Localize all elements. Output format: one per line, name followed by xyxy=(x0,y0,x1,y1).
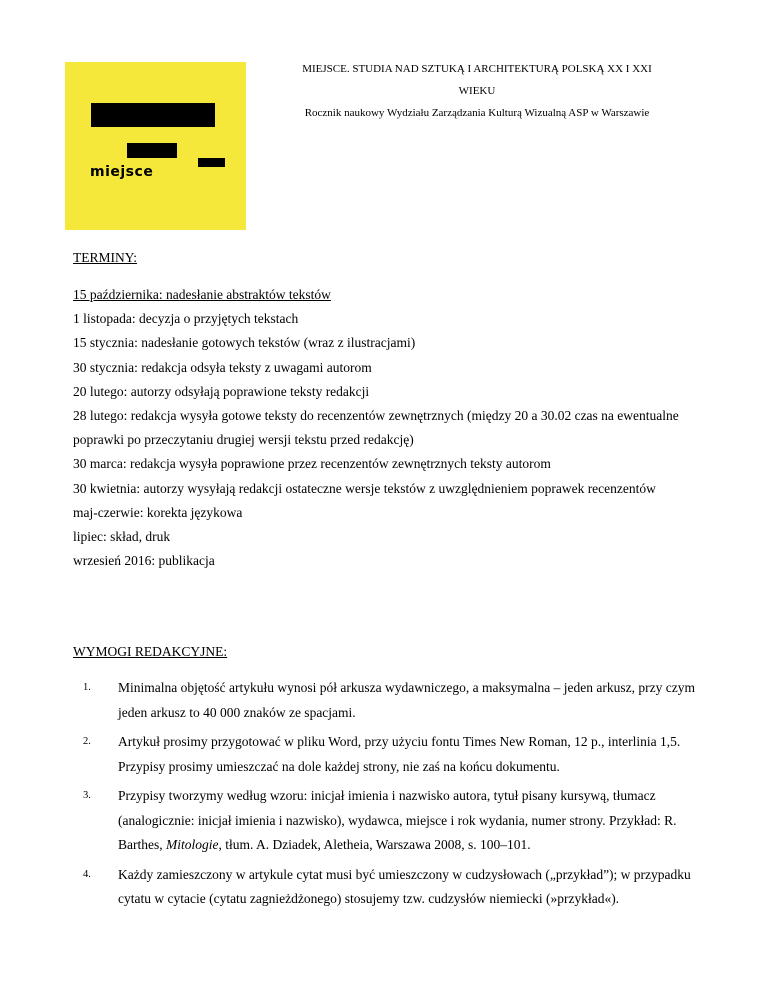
term-item: 30 marca: redakcja wysyła poprawione przez recenzentów zewnętrznych teksty autorom xyxy=(73,456,551,472)
requirement-number: 4. xyxy=(83,868,91,880)
requirement-text-part: Przypisy tworzymy według wzoru: inicjał imienia i nazwisko autora, tytuł pisany kursywą, tłumacz (analogicznie: inicjał imienia i nazwisko), wydawca, miejsce i rok wydania, numer strony. Przykład: R. Barthes, xyxy=(118,788,677,852)
journal-logo xyxy=(65,62,246,230)
requirement-text: Każdy zamieszczony w artykule cytat musi być umieszczony w cudzysłowach („przykład”); w przypadku cytatu w cytacie (cytatu zagnieżdżonego) stosujemy tzw. cudzysłów niemiecki (»przykład«). xyxy=(118,866,691,906)
requirement-item xyxy=(73,730,713,779)
logo-bar-medium xyxy=(127,143,177,158)
requirement-number: 3. xyxy=(83,790,91,801)
requirement-number: 2. xyxy=(83,736,91,747)
logo-wordmark: miejsce xyxy=(90,164,154,180)
requirement-item xyxy=(73,863,713,912)
requirements-list xyxy=(73,676,713,917)
header-subtitle: Rocznik naukowy Wydziału Zarządzania Kulturą Wizualną ASP w Warszawie xyxy=(304,107,650,119)
requirement-item xyxy=(73,784,713,858)
term-item: 20 lutego: autorzy odsyłają poprawione teksty redakcji xyxy=(73,383,370,399)
logo-bar-large xyxy=(91,103,215,127)
terms-list xyxy=(73,283,713,573)
term-item: maj-czerwie: korekta językowa xyxy=(73,504,243,520)
header-title-line2: WIEKU xyxy=(458,85,496,97)
requirement-text: Minimalna objętość artykułu wynosi pół arkusza wydawniczego, a maksymalna – jeden arkusz, przy czym jeden arkusz to 40 000 znaków ze spacjami. xyxy=(118,680,695,720)
term-item: wrzesień 2016: publikacja xyxy=(73,553,215,569)
term-item: 30 stycznia: redakcja odsyła teksty z uwagami autorom xyxy=(73,359,372,375)
requirement-item xyxy=(73,676,713,725)
journal-header xyxy=(262,58,692,124)
book-title: Mitologie xyxy=(166,837,219,852)
term-item: 1 listopada: decyzja o przyjętych tekstach xyxy=(73,311,299,327)
terms-heading: TERMINY: xyxy=(73,250,138,265)
term-item: 15 października: nadesłanie abstraktów tekstów xyxy=(73,287,331,302)
requirement-text xyxy=(118,788,676,852)
requirements-heading: WYMOGI REDAKCYJNE: xyxy=(73,644,228,659)
term-item: lipiec: skład, druk xyxy=(73,529,171,545)
logo-bar-small xyxy=(198,158,225,167)
term-item: 28 lutego: redakcja wysyła gotowe teksty do recenzentów zewnętrznych (między 20 a 30.02 czas na ewentualne poprawki po przeczytaniu drugiej wersji tekstu przed redakcję) xyxy=(73,408,679,448)
term-item: 30 kwietnia: autorzy wysyłają redakcji ostateczne wersje tekstów z uwzględnieniem poprawek recenzentów xyxy=(73,480,656,496)
requirement-text-part: , tłum. A. Dziadek, Aletheia, Warszawa 2008, s. 100–101. xyxy=(218,837,531,852)
header-title-line1: MIEJSCE. STUDIA NAD SZTUKĄ I ARCHITEKTURĄ POLSKĄ XX I XXI xyxy=(302,63,652,75)
requirement-text: Artykuł prosimy przygotować w pliku Word, przy użyciu fontu Times New Roman, 12 p., interlinia 1,5. Przypisy prosimy umieszczać na dole każdej strony, nie zaś na końcu dokumentu. xyxy=(118,734,681,774)
requirement-number: 1. xyxy=(83,682,91,693)
term-item: 15 stycznia: nadesłanie gotowych tekstów (wraz z ilustracjami) xyxy=(73,335,416,351)
